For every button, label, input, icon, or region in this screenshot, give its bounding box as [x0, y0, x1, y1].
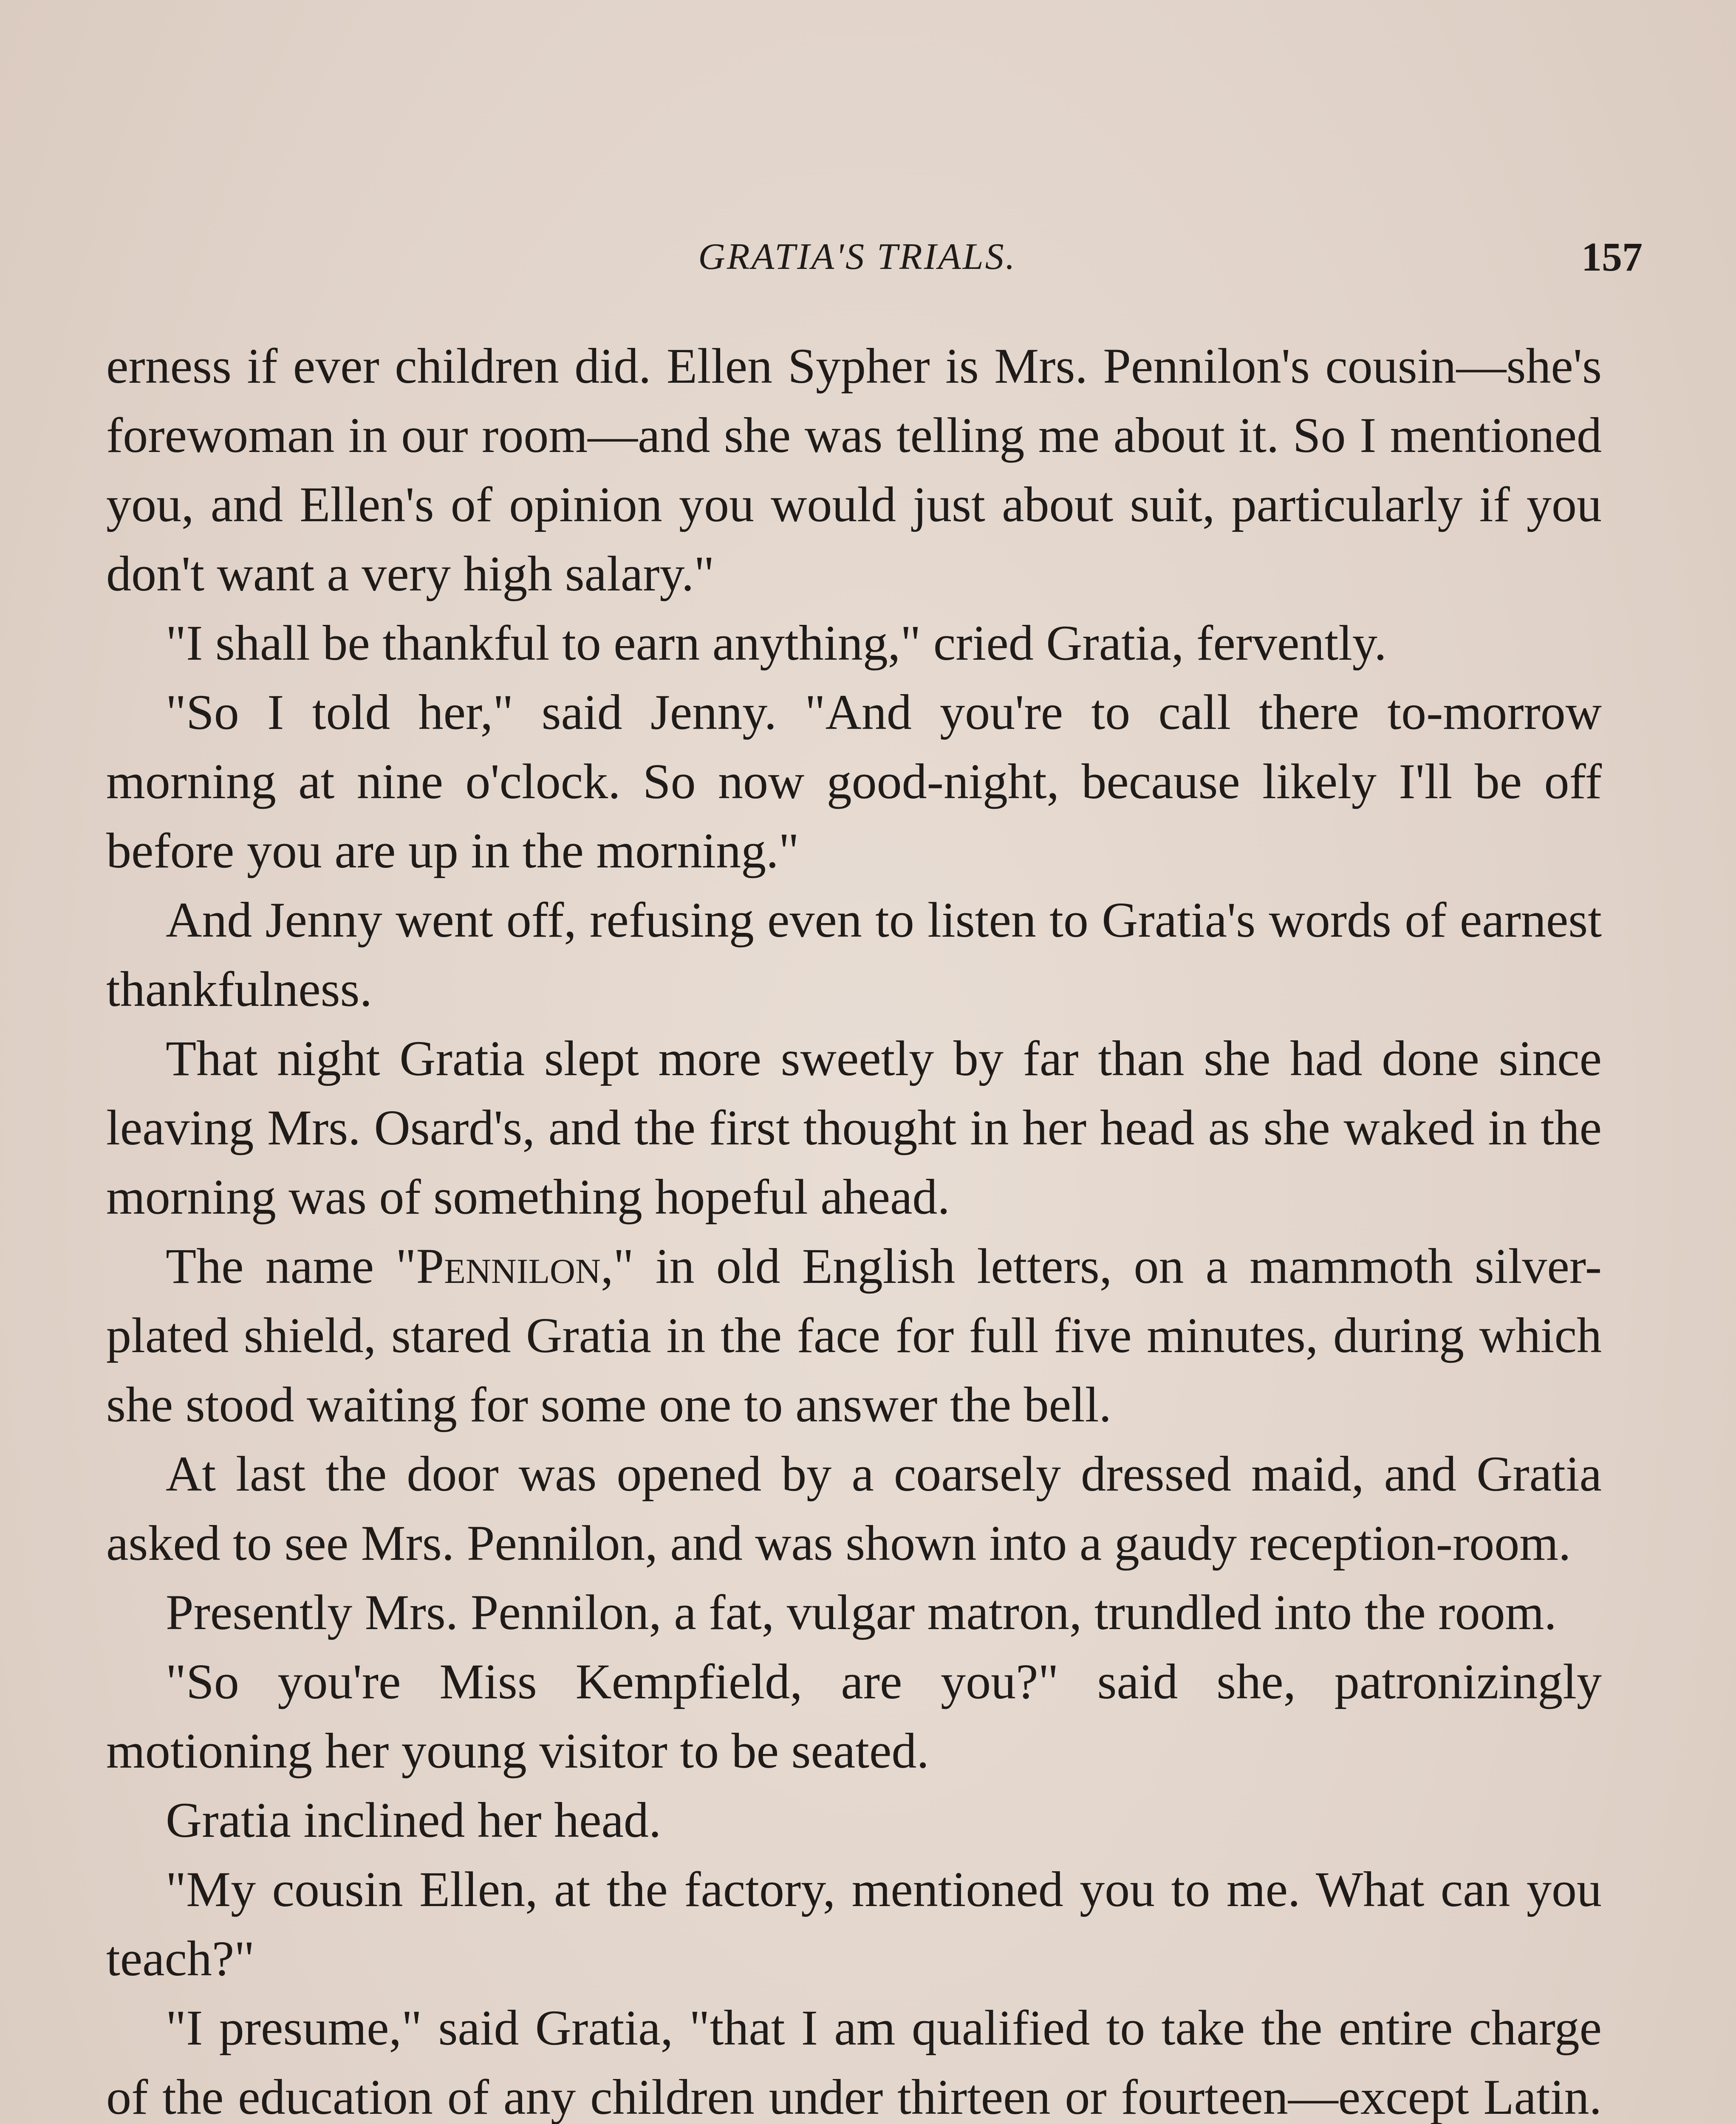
paragraph: "I presume," said Gratia, "that I am qualified to take the entire charge of the education of any children under thirteen or fourteen—except Latin.: [106, 2000, 1602, 2124]
paragraph: erness if ever children did. Ellen Sypher is Mrs. Pennilon's cousin—she's forewoman in our room—and she was telling me about it. So I mentioned you, and Ellen's of opinion you would just about suit, particularly if you don't want a very high salary.": [106, 338, 1602, 602]
running-header: [106, 229, 1643, 285]
paragraph: That night Gratia slept more sweetly by far than she had done since leaving Mrs. Osard's, and the first thought in her head as she waked in the morning was of something hopeful ahead.: [106, 1031, 1602, 1225]
paragraph: "I shall be thankful to earn anything," cried Gratia, fervently.: [166, 615, 1387, 671]
paragraph: At last the door was opened by a coarsely dressed maid, and Gratia asked to see Mrs. Pennilon, and was shown into a gaudy reception-room.: [106, 1446, 1602, 1571]
paragraph: And Jenny went off, refusing even to listen to Gratia's words of earnest thankfulness.: [106, 892, 1602, 1017]
paragraph: "So you're Miss Kempfield, are you?" said she, patronizingly motioning her young visitor to be seated.: [106, 1654, 1602, 1779]
page-number: 157: [1581, 234, 1643, 280]
running-title: GRATIA'S TRIALS.: [698, 236, 1017, 277]
paragraph: "My cousin Ellen, at the factory, mentioned you to me. What can you teach?": [106, 1861, 1602, 1986]
paragraph-pennilon-sign: [106, 1231, 1602, 1439]
paragraph-segment: The name ": [166, 1238, 416, 1294]
paragraph: Presently Mrs. Pennilon, a fat, vulgar matron, trundled into the room.: [166, 1585, 1557, 1640]
body-text: [106, 331, 1602, 2124]
smallcaps-name: Pennilon: [416, 1238, 601, 1294]
paragraph: Gratia inclined her head.: [166, 1792, 662, 1848]
paragraph-segment: ," in old English letters, on a mammoth silver-plated shield, stared Gratia in the face for full five minutes, during which she stood waiting for some one to answer the bell.: [106, 1238, 1602, 1432]
paragraph: "So I told her," said Jenny. "And you're to call there to-morrow morning at nine o'clock. So now good-night, because likely I'll be off before you are up in the morning.": [106, 684, 1602, 878]
